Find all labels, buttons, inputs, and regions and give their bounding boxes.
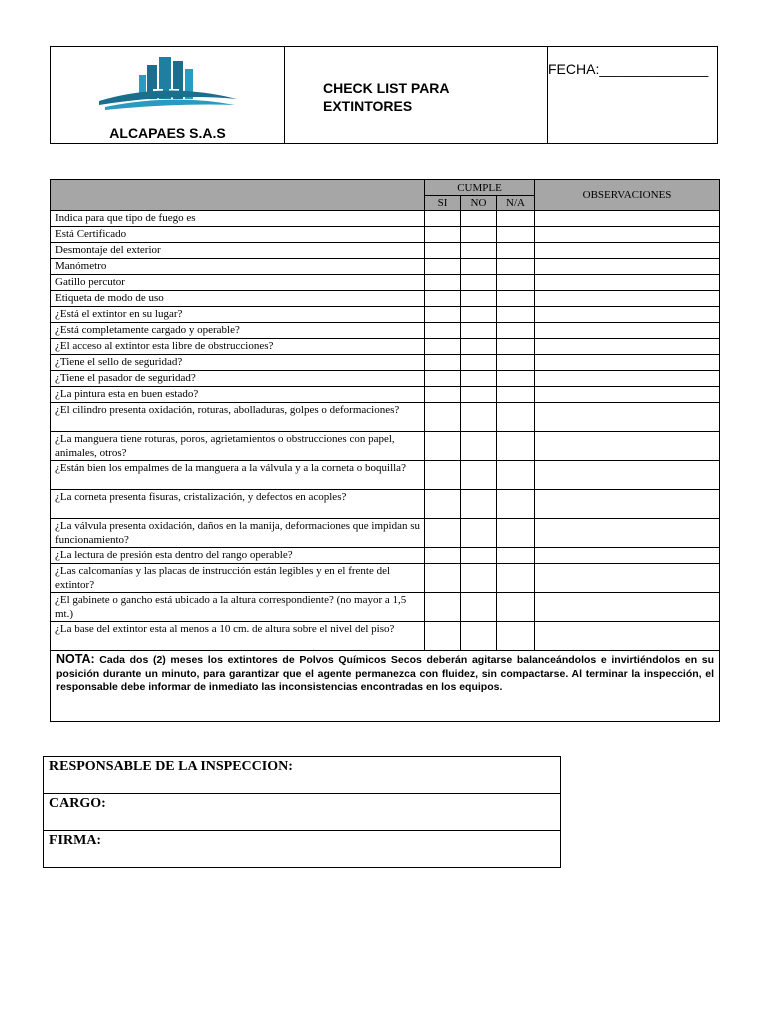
- observation-cell[interactable]: [535, 211, 720, 227]
- no-cell[interactable]: [461, 211, 497, 227]
- no-cell[interactable]: [461, 291, 497, 307]
- no-cell[interactable]: [461, 243, 497, 259]
- na-cell[interactable]: [497, 622, 535, 651]
- na-header: N/A: [497, 196, 535, 211]
- observation-cell[interactable]: [535, 307, 720, 323]
- si-cell[interactable]: [425, 371, 461, 387]
- question-text: Desmontaje del exterior: [51, 243, 425, 259]
- no-cell[interactable]: [461, 339, 497, 355]
- table-row: [51, 519, 720, 548]
- no-cell[interactable]: [461, 403, 497, 432]
- observation-cell[interactable]: [535, 275, 720, 291]
- table-row: [51, 259, 720, 275]
- si-cell[interactable]: [425, 593, 461, 622]
- observation-cell[interactable]: [535, 387, 720, 403]
- observation-cell[interactable]: [535, 593, 720, 622]
- table-row: [51, 227, 720, 243]
- no-cell[interactable]: [461, 259, 497, 275]
- observation-cell[interactable]: [535, 227, 720, 243]
- no-cell[interactable]: [461, 593, 497, 622]
- observation-cell[interactable]: [535, 432, 720, 461]
- na-cell[interactable]: [497, 403, 535, 432]
- question-text: ¿El acceso al extintor esta libre de obstrucciones?: [51, 339, 425, 355]
- responsible-table: [43, 756, 561, 868]
- si-cell[interactable]: [425, 461, 461, 490]
- si-cell[interactable]: [425, 291, 461, 307]
- question-text: Etiqueta de modo de uso: [51, 291, 425, 307]
- table-row: [51, 339, 720, 355]
- responsable-field[interactable]: RESPONSABLE DE LA INSPECCION:: [44, 757, 561, 794]
- na-cell[interactable]: [497, 519, 535, 548]
- table-row: [51, 593, 720, 622]
- no-cell[interactable]: [461, 275, 497, 291]
- company-name: ALCAPAES S.A.S: [109, 125, 226, 141]
- question-text: ¿La lectura de presión esta dentro del rango operable?: [51, 548, 425, 564]
- na-cell[interactable]: [497, 339, 535, 355]
- firma-field[interactable]: FIRMA:: [44, 831, 561, 868]
- observation-cell[interactable]: [535, 323, 720, 339]
- date-cell: [548, 47, 717, 143]
- question-text: Indica para que tipo de fuego es: [51, 211, 425, 227]
- checklist-table: [50, 179, 720, 722]
- no-cell[interactable]: [461, 227, 497, 243]
- observation-cell[interactable]: [535, 519, 720, 548]
- si-cell[interactable]: [425, 355, 461, 371]
- note-row: [51, 651, 720, 722]
- table-row: [51, 403, 720, 432]
- document-title: CHECK LIST PARA EXTINTORES: [323, 80, 450, 114]
- observation-cell[interactable]: [535, 259, 720, 275]
- si-cell[interactable]: [425, 307, 461, 323]
- si-cell[interactable]: [425, 275, 461, 291]
- table-row: [51, 548, 720, 564]
- na-cell[interactable]: [497, 432, 535, 461]
- no-cell[interactable]: [461, 355, 497, 371]
- si-cell[interactable]: [425, 519, 461, 548]
- si-cell[interactable]: [425, 548, 461, 564]
- si-header: SI: [425, 196, 461, 211]
- question-text: ¿Tiene el pasador de seguridad?: [51, 371, 425, 387]
- table-row: [51, 243, 720, 259]
- na-cell[interactable]: [497, 355, 535, 371]
- question-text: ¿La corneta presenta fisuras, cristalización, y defectos en acoples?: [51, 490, 425, 519]
- question-text: ¿El cilindro presenta oxidación, roturas, abolladuras, golpes o deformaciones?: [51, 403, 425, 432]
- si-cell[interactable]: [425, 403, 461, 432]
- observation-cell[interactable]: [535, 622, 720, 651]
- na-cell[interactable]: [497, 275, 535, 291]
- si-cell[interactable]: [425, 432, 461, 461]
- table-row: [51, 432, 720, 461]
- table-row: [51, 323, 720, 339]
- si-cell[interactable]: [425, 259, 461, 275]
- table-row: [51, 371, 720, 387]
- item-column-header: [51, 180, 425, 211]
- na-cell[interactable]: [497, 548, 535, 564]
- si-cell[interactable]: [425, 227, 461, 243]
- si-cell[interactable]: [425, 323, 461, 339]
- no-cell[interactable]: [461, 622, 497, 651]
- no-cell[interactable]: [461, 307, 497, 323]
- no-cell[interactable]: [461, 323, 497, 339]
- na-cell[interactable]: [497, 490, 535, 519]
- si-cell[interactable]: [425, 622, 461, 651]
- note-text: Cada dos (2) meses los extintores de Polvos Químicos Secos deberán agitarse balanceándolos e invirtiéndolos en su posición durante un minuto, para garantizar que el agente permanezca con fluidez, sin compactarse. Al terminar la inspección, el responsable debe informar de inmediato las inconsistencias encontradas en los equipos.: [56, 654, 715, 693]
- observation-cell[interactable]: [535, 291, 720, 307]
- table-row: [51, 307, 720, 323]
- logo-cell: [51, 47, 285, 143]
- table-row: [51, 291, 720, 307]
- no-cell[interactable]: [461, 548, 497, 564]
- question-text: ¿Están bien los empalmes de la manguera a la válvula y a la corneta o boquilla?: [51, 461, 425, 490]
- na-cell[interactable]: [497, 387, 535, 403]
- table-row: [51, 564, 720, 593]
- observation-cell[interactable]: [535, 490, 720, 519]
- cargo-field[interactable]: CARGO:: [44, 794, 561, 831]
- na-cell[interactable]: [497, 307, 535, 323]
- na-cell[interactable]: [497, 461, 535, 490]
- observaciones-header: OBSERVACIONES: [535, 180, 720, 211]
- si-cell[interactable]: [425, 339, 461, 355]
- si-cell[interactable]: [425, 490, 461, 519]
- table-row: [51, 461, 720, 490]
- observation-cell[interactable]: [535, 339, 720, 355]
- question-text: ¿Tiene el sello de seguridad?: [51, 355, 425, 371]
- no-cell[interactable]: [461, 490, 497, 519]
- question-text: Gatillo percutor: [51, 275, 425, 291]
- table-row: [51, 355, 720, 371]
- observation-cell[interactable]: [535, 371, 720, 387]
- question-text: ¿La pintura esta en buen estado?: [51, 387, 425, 403]
- note-label: NOTA:: [56, 652, 95, 666]
- question-text: ¿Está el extintor en su lugar?: [51, 307, 425, 323]
- observation-cell[interactable]: [535, 403, 720, 432]
- observation-cell[interactable]: [535, 461, 720, 490]
- observation-cell[interactable]: [535, 355, 720, 371]
- observation-cell[interactable]: [535, 548, 720, 564]
- company-logo-icon: [95, 53, 241, 113]
- si-cell[interactable]: [425, 211, 461, 227]
- observation-cell[interactable]: [535, 243, 720, 259]
- note-cell: [51, 651, 720, 722]
- table-row: [51, 211, 720, 227]
- title-cell: [285, 47, 548, 143]
- question-text: ¿Las calcomanías y las placas de instrucción están legibles y en el frente del extintor?: [51, 564, 425, 593]
- na-cell[interactable]: [497, 243, 535, 259]
- table-row: [51, 387, 720, 403]
- no-cell[interactable]: [461, 461, 497, 490]
- si-cell[interactable]: [425, 387, 461, 403]
- no-cell[interactable]: [461, 371, 497, 387]
- na-cell[interactable]: [497, 323, 535, 339]
- no-header: NO: [461, 196, 497, 211]
- cumple-header: CUMPLE: [425, 180, 535, 196]
- na-cell[interactable]: [497, 259, 535, 275]
- question-text: ¿La manguera tiene roturas, poros, agrietamientos o obstrucciones con papel, animales, otros?: [51, 432, 425, 461]
- table-row: [51, 622, 720, 651]
- na-cell[interactable]: [497, 291, 535, 307]
- no-cell[interactable]: [461, 519, 497, 548]
- table-row: [51, 275, 720, 291]
- no-cell[interactable]: [461, 564, 497, 593]
- question-text: ¿El gabinete o gancho está ubicado a la altura correspondiente? (no mayor a 1,5 mt.): [51, 593, 425, 622]
- question-text: Está Certificado: [51, 227, 425, 243]
- question-text: ¿Está completamente cargado y operable?: [51, 323, 425, 339]
- si-cell[interactable]: [425, 243, 461, 259]
- observation-cell[interactable]: [535, 564, 720, 593]
- na-cell[interactable]: [497, 211, 535, 227]
- no-cell[interactable]: [461, 432, 497, 461]
- document-header: [50, 46, 718, 144]
- na-cell[interactable]: [497, 227, 535, 243]
- si-cell[interactable]: [425, 564, 461, 593]
- no-cell[interactable]: [461, 387, 497, 403]
- na-cell[interactable]: [497, 593, 535, 622]
- question-text: ¿La válvula presenta oxidación, daños en la manija, deformaciones que impidan su funcionamiento?: [51, 519, 425, 548]
- na-cell[interactable]: [497, 371, 535, 387]
- question-text: Manómetro: [51, 259, 425, 275]
- table-row: [51, 490, 720, 519]
- question-text: ¿La base del extintor esta al menos a 10 cm. de altura sobre el nivel del piso?: [51, 622, 425, 651]
- date-field[interactable]: FECHA:______________: [548, 61, 709, 77]
- na-cell[interactable]: [497, 564, 535, 593]
